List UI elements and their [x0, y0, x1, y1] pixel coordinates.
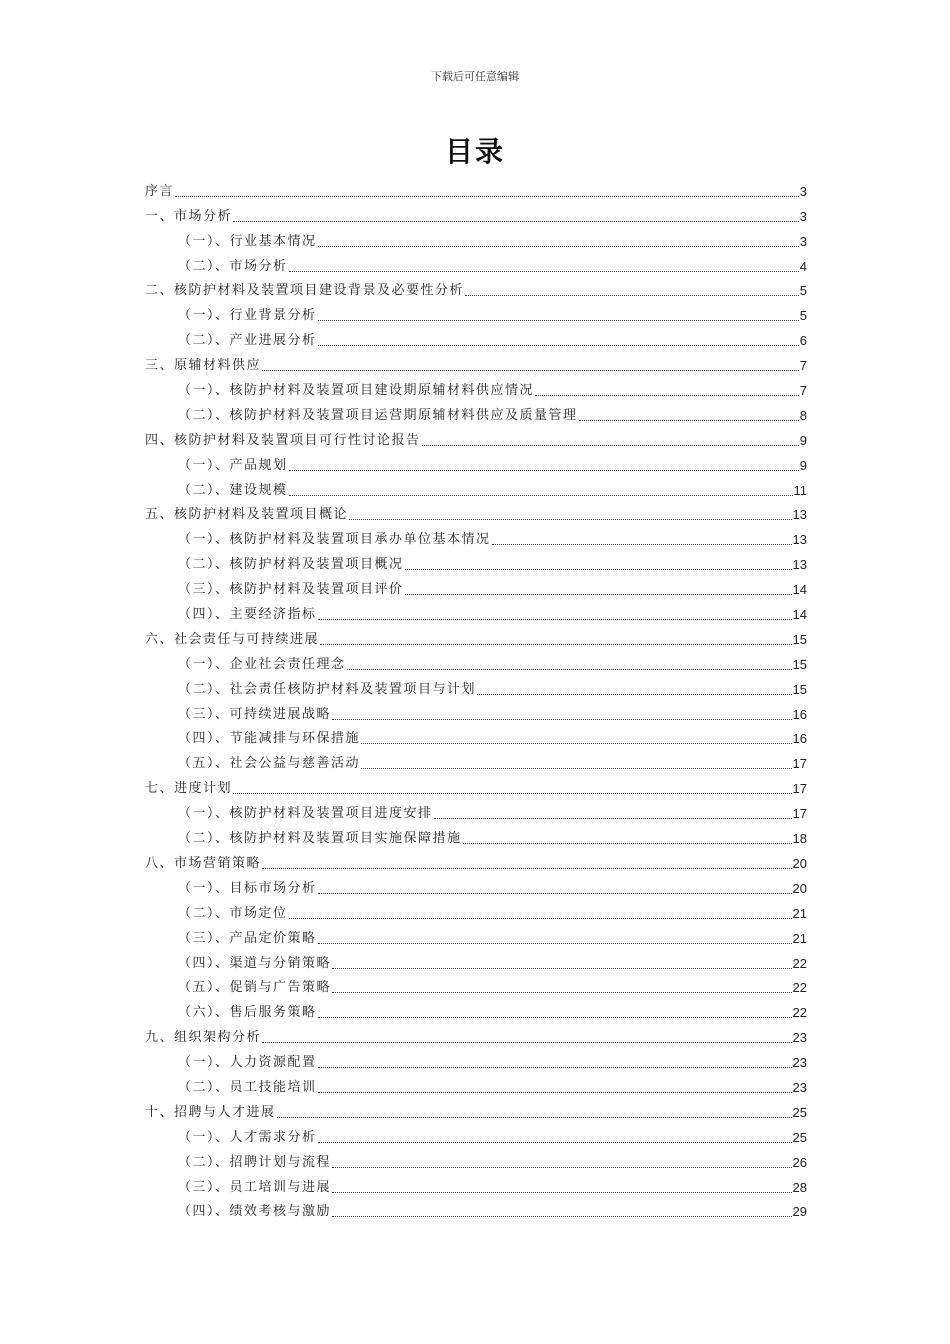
toc-dot-leader	[289, 470, 799, 471]
toc-page-number: 4	[799, 258, 807, 274]
toc-entry[interactable]	[145, 276, 807, 301]
toc-page-number: 5	[799, 308, 807, 324]
toc-entry-text: 序言	[145, 183, 175, 199]
toc-entry[interactable]	[145, 400, 807, 425]
toc-entry-text: （一）、人力资源配置	[178, 1055, 317, 1071]
toc-page-number: 7	[799, 358, 807, 374]
toc-entry[interactable]	[145, 848, 807, 873]
toc-dot-leader	[233, 793, 792, 794]
toc-page-number: 6	[799, 333, 807, 349]
toc-entry[interactable]	[145, 973, 807, 998]
toc-page-number: 14	[792, 582, 807, 598]
toc-dot-leader	[318, 1142, 792, 1143]
toc-page-number: 29	[792, 1204, 807, 1220]
toc-entry[interactable]	[145, 1172, 807, 1197]
toc-page-number: 9	[799, 457, 807, 473]
toc-entry[interactable]	[145, 674, 807, 699]
toc-entry-text: （一）、目标市场分析	[178, 880, 317, 896]
toc-page-number: 25	[792, 1104, 807, 1120]
toc-entry-text: （三）、可持续进展战略	[178, 706, 332, 722]
toc-dot-leader	[405, 569, 792, 570]
toc-dot-leader	[289, 918, 792, 919]
toc-page-number: 25	[792, 1129, 807, 1145]
toc-entry-text: （四）、节能减排与环保措施	[178, 731, 361, 747]
toc-entry-text: （一）、企业社会责任理念	[178, 656, 346, 672]
toc-dot-leader	[318, 893, 792, 894]
toc-entry-text: （二）、市场定位	[178, 905, 288, 921]
toc-entry[interactable]	[145, 251, 807, 276]
toc-dot-leader	[332, 992, 792, 993]
toc-dot-leader	[233, 221, 799, 222]
toc-entry-text: 八、市场营销策略	[145, 855, 262, 871]
toc-dot-leader	[535, 395, 799, 396]
toc-dot-leader	[289, 271, 799, 272]
toc-entry-text: （五）、促销与广告策略	[178, 980, 332, 996]
toc-page-number: 16	[792, 731, 807, 747]
toc-page-number: 26	[792, 1154, 807, 1170]
toc-entry-text: （二）、建设规模	[178, 482, 288, 498]
toc-entry-text: （二）、核防护材料及装置项目概况	[178, 557, 404, 573]
toc-entry-text: （三）、产品定价策略	[178, 930, 317, 946]
toc-entry-text: （一）、核防护材料及装置项目建设期原辅材料供应情况	[178, 383, 535, 399]
toc-entry-text: （一）、行业背景分析	[178, 308, 317, 324]
toc-dot-leader	[405, 594, 792, 595]
toc-entry[interactable]	[145, 773, 807, 798]
toc-entry-text: 六、社会责任与可持续进展	[145, 631, 320, 647]
toc-entry-text: 七、进度计划	[145, 781, 233, 797]
toc-entry-text: 一、市场分析	[145, 208, 233, 224]
toc-entry-text: 五、核防护材料及装置项目概论	[145, 507, 349, 523]
toc-page-number: 17	[792, 781, 807, 797]
toc-dot-leader	[320, 644, 792, 645]
toc-dot-leader	[332, 1192, 792, 1193]
toc-dot-leader	[318, 1017, 792, 1018]
toc-entry[interactable]	[145, 176, 807, 201]
toc-dot-leader	[579, 420, 799, 421]
toc-entry-text: （二）、社会责任核防护材料及装置项目与计划	[178, 681, 477, 697]
toc-entry-text: （二）、核防护材料及装置项目运营期原辅材料供应及质量管理	[178, 407, 578, 423]
toc-dot-leader	[318, 320, 799, 321]
toc-dot-leader	[347, 669, 792, 670]
toc-dot-leader	[332, 968, 792, 969]
toc-entry[interactable]	[145, 823, 807, 848]
toc-entry-text: （一）、产品规划	[178, 457, 288, 473]
toc-page-number: 8	[799, 407, 807, 423]
toc-entry[interactable]	[145, 948, 807, 973]
toc-entry[interactable]	[145, 450, 807, 475]
toc-entry-text: 四、核防护材料及装置项目可行性讨论报告	[145, 432, 421, 448]
toc-page-number: 22	[792, 955, 807, 971]
toc-entry[interactable]	[145, 350, 807, 375]
toc-entry[interactable]	[145, 1097, 807, 1122]
toc-page-number: 15	[792, 656, 807, 672]
toc-page-number: 17	[792, 806, 807, 822]
toc-page-number: 21	[792, 905, 807, 921]
toc-entry[interactable]	[145, 873, 807, 898]
toc-entry[interactable]	[145, 1122, 807, 1147]
toc-entry-text: （一）、行业基本情况	[178, 233, 317, 249]
toc-dot-leader	[262, 1042, 792, 1043]
toc-dot-leader	[434, 818, 792, 819]
toc-dot-leader	[318, 246, 799, 247]
toc-dot-leader	[289, 495, 793, 496]
toc-dot-leader	[465, 295, 799, 296]
toc-page-number: 3	[799, 183, 807, 199]
toc-page-number: 15	[792, 681, 807, 697]
header-note: 下载后可任意编辑	[431, 70, 519, 83]
toc-dot-leader	[361, 743, 792, 744]
toc-entry[interactable]	[145, 699, 807, 724]
toc-entry[interactable]	[145, 898, 807, 923]
toc-entry-text: （一）、核防护材料及装置项目进度安排	[178, 806, 433, 822]
toc-dot-leader	[318, 619, 792, 620]
toc-dot-leader	[349, 519, 792, 520]
toc-dot-leader	[492, 544, 792, 545]
toc-entry[interactable]	[145, 1197, 807, 1222]
toc-entry-text: （一）、核防护材料及装置项目承办单位基本情况	[178, 532, 491, 548]
toc-entry-text: （二）、招聘计划与流程	[178, 1154, 332, 1170]
toc-dot-leader	[318, 1067, 792, 1068]
toc-dot-leader	[332, 1167, 792, 1168]
toc-entry[interactable]	[145, 599, 807, 624]
toc-entry[interactable]	[145, 724, 807, 749]
toc-entry-text: 十、招聘与人才进展	[145, 1104, 276, 1120]
toc-entry-text: （二）、市场分析	[178, 258, 288, 274]
toc-entry[interactable]	[145, 1072, 807, 1097]
toc-entry-text: （三）、员工培训与进展	[178, 1179, 332, 1195]
toc-page-number: 23	[792, 1079, 807, 1095]
toc-dot-leader	[477, 694, 792, 695]
toc-page-number: 22	[792, 1005, 807, 1021]
toc-page-number: 16	[792, 706, 807, 722]
table-of-contents	[145, 176, 807, 1221]
toc-entry[interactable]	[145, 748, 807, 773]
toc-page-number: 11	[793, 482, 807, 498]
toc-entry-text: （四）、主要经济指标	[178, 607, 317, 623]
toc-entry[interactable]	[145, 375, 807, 400]
toc-entry-text: （四）、渠道与分销策略	[178, 955, 332, 971]
toc-entry-text: （五）、社会公益与慈善活动	[178, 756, 361, 772]
page-title: 目录	[444, 135, 505, 168]
toc-page-number: 3	[799, 208, 807, 224]
toc-page-number: 9	[799, 432, 807, 448]
toc-entry[interactable]	[145, 1047, 807, 1072]
toc-entry-text: （一）、人才需求分析	[178, 1129, 317, 1145]
toc-page-number: 21	[792, 930, 807, 946]
toc-page-number: 17	[792, 756, 807, 772]
toc-page-number: 3	[799, 233, 807, 249]
toc-dot-leader	[318, 1092, 792, 1093]
toc-page-number: 15	[792, 631, 807, 647]
toc-entry-text: （六）、售后服务策略	[178, 1005, 317, 1021]
toc-page-number: 14	[792, 607, 807, 623]
toc-dot-leader	[175, 196, 799, 197]
toc-dot-leader	[262, 370, 799, 371]
toc-page-number: 13	[792, 507, 807, 523]
toc-dot-leader	[332, 1216, 792, 1217]
toc-dot-leader	[422, 445, 799, 446]
toc-entry-text: 二、核防护材料及装置项目建设背景及必要性分析	[145, 283, 465, 299]
toc-entry[interactable]	[145, 624, 807, 649]
toc-page-number: 13	[792, 557, 807, 573]
toc-entry[interactable]	[145, 300, 807, 325]
toc-page-number: 5	[799, 283, 807, 299]
toc-dot-leader	[318, 943, 792, 944]
toc-page-number: 7	[799, 383, 807, 399]
toc-entry[interactable]	[145, 923, 807, 948]
toc-entry-text: 三、原辅材料供应	[145, 358, 262, 374]
toc-entry-text: （二）、员工技能培训	[178, 1079, 317, 1095]
toc-page-number: 28	[792, 1179, 807, 1195]
toc-page-number: 20	[792, 880, 807, 896]
toc-entry[interactable]	[145, 524, 807, 549]
toc-dot-leader	[262, 868, 792, 869]
toc-entry[interactable]	[145, 574, 807, 599]
toc-entry-text: （二）、产业进展分析	[178, 333, 317, 349]
toc-entry-text: （二）、核防护材料及装置项目实施保障措施	[178, 831, 462, 847]
toc-entry[interactable]	[145, 425, 807, 450]
toc-entry-text: 九、组织架构分析	[145, 1030, 262, 1046]
toc-entry[interactable]	[145, 649, 807, 674]
toc-entry[interactable]	[145, 1022, 807, 1047]
toc-page-number: 13	[792, 532, 807, 548]
toc-dot-leader	[463, 843, 792, 844]
toc-entry[interactable]	[145, 226, 807, 251]
toc-entry[interactable]	[145, 500, 807, 525]
toc-dot-leader	[361, 768, 792, 769]
toc-entry[interactable]	[145, 475, 807, 500]
toc-page-number: 18	[792, 831, 807, 847]
toc-entry[interactable]	[145, 1147, 807, 1172]
toc-dot-leader	[332, 719, 792, 720]
toc-page-number: 22	[792, 980, 807, 996]
toc-dot-leader	[277, 1117, 792, 1118]
toc-entry[interactable]	[145, 325, 807, 350]
toc-page-number: 23	[792, 1030, 807, 1046]
toc-entry[interactable]	[145, 997, 807, 1022]
toc-page-number: 20	[792, 855, 807, 871]
toc-page-number: 23	[792, 1055, 807, 1071]
toc-dot-leader	[318, 345, 799, 346]
toc-entry[interactable]	[145, 201, 807, 226]
toc-entry[interactable]	[145, 798, 807, 823]
toc-entry-text: （四）、绩效考核与激励	[178, 1204, 332, 1220]
toc-entry-text: （三）、核防护材料及装置项目评价	[178, 582, 404, 598]
toc-entry[interactable]	[145, 549, 807, 574]
